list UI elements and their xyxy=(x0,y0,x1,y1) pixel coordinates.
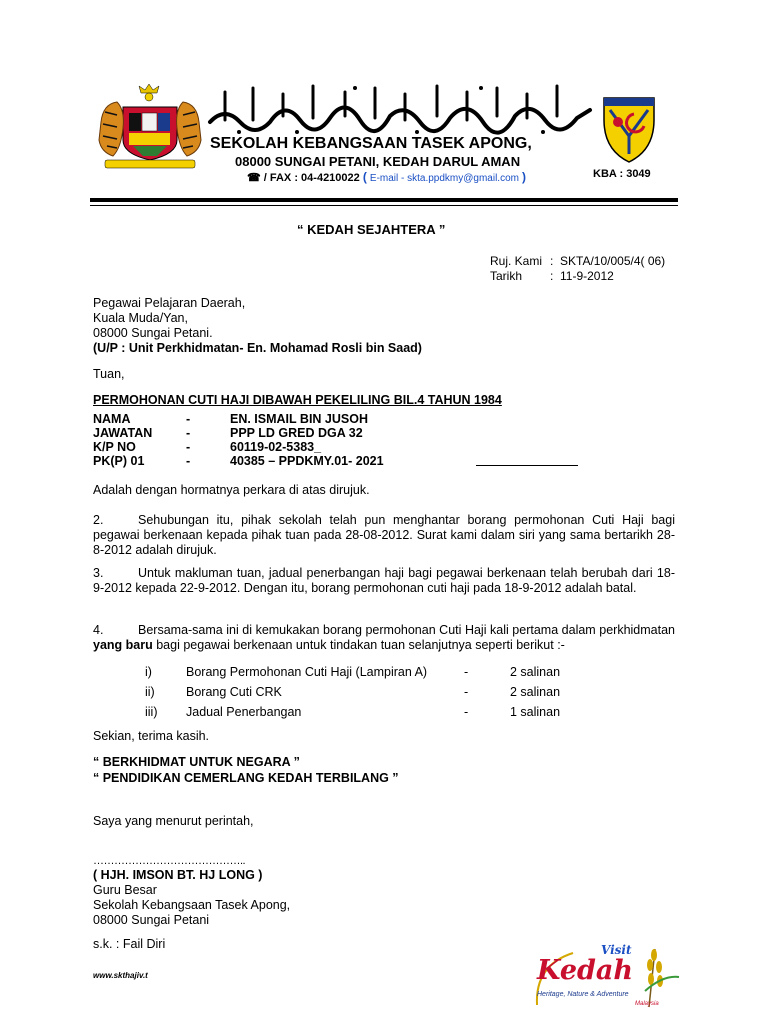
header-divider-thin xyxy=(90,205,678,206)
detail-value: EN. ISMAIL BIN JUSOH xyxy=(230,412,368,426)
school-crest-icon xyxy=(598,90,660,166)
attachment-num: i) xyxy=(145,665,152,679)
detail-label: JAWATAN xyxy=(93,426,153,440)
detail-underline xyxy=(476,465,578,466)
logo-malaysia: Malaysia xyxy=(635,1001,659,1007)
attachment-item: Borang Cuti CRK xyxy=(186,685,282,699)
tarikh-label: Tarikh xyxy=(490,269,523,283)
logo-visit-text: Visit xyxy=(601,943,632,957)
yours-faithfully: Saya yang menurut perintah, xyxy=(93,814,254,828)
attachment-dash: - xyxy=(464,665,469,679)
jawi-calligraphy-icon xyxy=(205,80,595,138)
detail-row xyxy=(93,454,530,468)
telephone-icon: ☎ xyxy=(247,172,261,184)
attachment-row xyxy=(145,682,560,702)
attachment-qty: 1 salinan xyxy=(510,705,561,719)
signatory-title: Guru Besar xyxy=(93,883,157,897)
detail-dash: - xyxy=(186,440,191,454)
detail-value: PPP LD GRED DGA 32 xyxy=(230,426,363,440)
attachment-row xyxy=(145,662,560,682)
attachment-qty: 2 salinan xyxy=(510,665,561,679)
paragraph-4 xyxy=(93,623,675,653)
officer-details xyxy=(93,412,530,468)
detail-value: 40385 – PPDKMY.01- 2021 xyxy=(230,454,384,468)
paragraph-bold: yang baru xyxy=(93,638,153,652)
slogan-1: “ BERKHIDMAT UNTUK NEGARA ” xyxy=(93,755,300,769)
paragraph-number: 3. xyxy=(93,566,104,580)
detail-label: PK(P) 01 xyxy=(93,454,145,468)
motto: “ KEDAH SEJAHTERA ” xyxy=(297,222,446,237)
detail-row xyxy=(93,412,530,426)
paragraph-number: 4. xyxy=(93,623,104,637)
signature-line: …………………………………….. xyxy=(93,855,246,867)
footer-website: www.skthajiv.t xyxy=(93,971,148,980)
detail-value: 60119-02-5383_ xyxy=(230,440,322,454)
paragraph-3 xyxy=(93,566,675,596)
signatory-city: 08000 Sungai Petani xyxy=(93,913,210,927)
detail-label: K/P NO xyxy=(93,440,136,454)
slogan-2: “ PENDIDIKAN CEMERLANG KEDAH TERBILANG ” xyxy=(93,771,399,785)
phone-fax: / FAX : 04-4210022 xyxy=(263,172,360,184)
jawi-school-name xyxy=(205,80,595,138)
contact-line xyxy=(247,170,526,184)
carbon-copy: s.k. : Fail Diri xyxy=(93,937,166,951)
recipient-attention: (U/P : Unit Perkhidmatan- En. Mohamad Rosli bin Saad) xyxy=(93,341,422,355)
signature-block xyxy=(93,868,290,928)
kba-code: KBA : 3049 xyxy=(593,168,651,180)
paragraph-text: Untuk makluman tuan, jadual penerbangan haji bagi pegawai berkenaan telah berubah dari 18-9-2012 kepada 22-9-2012. Dengan itu, borang permohonan cuti haji pada 18-9-2012 adalah batal. xyxy=(93,566,675,595)
detail-dash: - xyxy=(186,454,191,468)
logo-tagline: Heritage, Nature & Adventure xyxy=(537,991,629,998)
slogans xyxy=(93,754,399,786)
email-text[interactable]: E-mail - skta.ppdkmy@gmail.com xyxy=(369,173,519,184)
paragraph-text: bagi pegawai berkenaan untuk tindakan tuan selanjutnya seperti berikut :- xyxy=(156,638,565,652)
ruj-value: SKTA/10/005/4( 06) xyxy=(560,254,666,268)
attachment-num: iii) xyxy=(145,705,158,719)
paragraph-number: 2. xyxy=(93,513,104,527)
recipient-line: Pegawai Pelajaran Daerah, xyxy=(93,296,246,310)
reference-block: Ruj. Kami : SKTA/10/005/4( 06) Tarikh : 11-9-2012 xyxy=(490,254,666,283)
tarikh-value: 11-9-2012 xyxy=(560,269,614,283)
recipient-line: 08000 Sungai Petani. xyxy=(93,326,213,340)
paragraph-text: Bersama-sama ini di kemukakan borang permohonan Cuti Haji kali pertama dalam perkhidmatan xyxy=(138,623,675,637)
attachment-dash: - xyxy=(464,705,469,719)
email-close-bracket: ) xyxy=(522,170,527,184)
header-divider-thick xyxy=(90,198,678,202)
paragraph-1: Adalah dengan hormatnya perkara di atas dirujuk. xyxy=(93,483,370,497)
detail-label: NAMA xyxy=(93,412,131,426)
detail-row xyxy=(93,440,530,454)
attachment-row xyxy=(145,702,560,722)
detail-row xyxy=(93,426,530,440)
coat-of-arms-icon xyxy=(95,82,205,174)
signatory-school: Sekolah Kebangsaan Tasek Apong, xyxy=(93,898,291,912)
attachment-dash: - xyxy=(464,685,469,699)
salutation: Tuan, xyxy=(93,367,125,381)
school-name: SEKOLAH KEBANGSAAN TASEK APONG, xyxy=(210,135,532,152)
ruj-label: Ruj. Kami xyxy=(490,254,543,268)
letter-subject: PERMOHONAN CUTI HAJI DIBAWAH PEKELILING BIL.4 TAHUN 1984 xyxy=(93,393,502,407)
school-address: 08000 SUNGAI PETANI, KEDAH DARUL AMAN xyxy=(235,154,521,169)
closing: Sekian, terima kasih. xyxy=(93,729,210,743)
attachment-qty: 2 salinan xyxy=(510,685,561,699)
recipient-line: Kuala Muda/Yan, xyxy=(93,311,188,325)
signatory-name: ( HJH. IMSON BT. HJ LONG ) xyxy=(93,868,263,882)
attachment-num: ii) xyxy=(145,685,155,699)
detail-dash: - xyxy=(186,426,191,440)
email-open-bracket: ( xyxy=(362,170,367,184)
attachment-item: Jadual Penerbangan xyxy=(186,705,302,719)
logo-kedah-text: Kedah xyxy=(537,955,634,986)
attachments-list xyxy=(145,662,560,722)
detail-dash: - xyxy=(186,412,191,426)
paragraph-text: Sehubungan itu, pihak sekolah telah pun menghantar borang permohonan Cuti Haji bagi pegawai berkenaan kepada pihak tuan pada 28-08-2012. Surat kami dalam siri yang sama bertarikh 28-8-2012 adalah dirujuk. xyxy=(93,513,675,557)
visit-kedah-logo xyxy=(533,935,683,1015)
recipient-address xyxy=(93,296,422,356)
attachment-item: Borang Permohonan Cuti Haji (Lampiran A) xyxy=(186,665,428,679)
paragraph-2 xyxy=(93,513,675,558)
